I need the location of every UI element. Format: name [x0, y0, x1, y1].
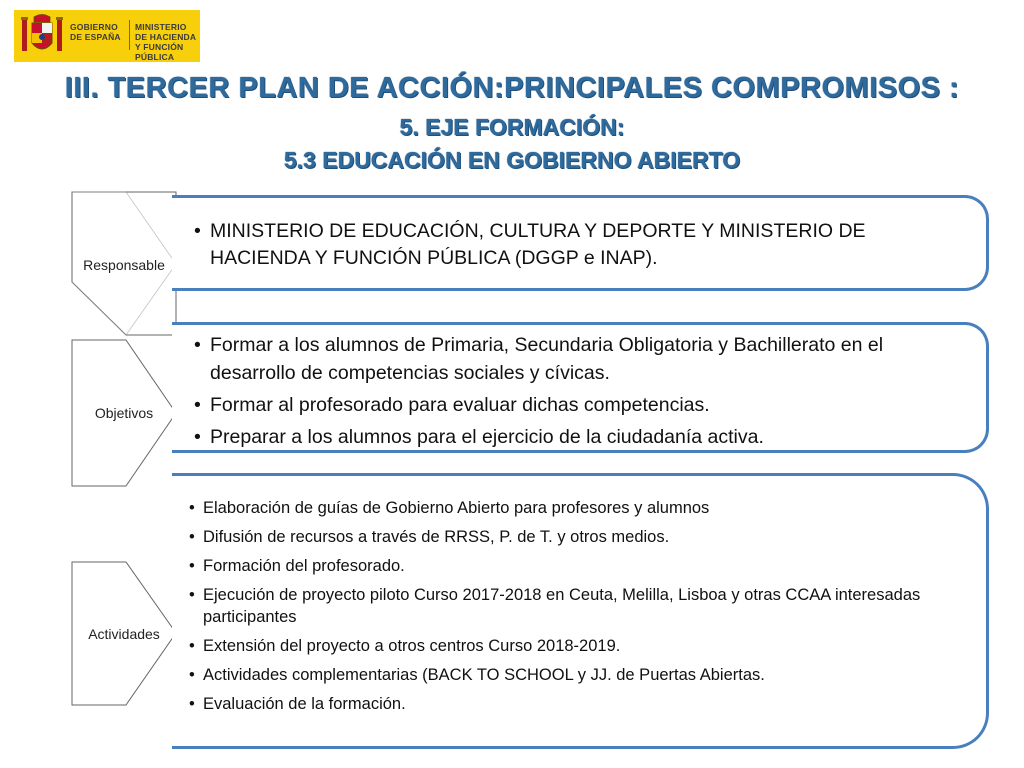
- actividades-box: [172, 473, 989, 749]
- logo-line: GOBIERNO: [70, 22, 118, 32]
- list-item: • Formar a los alumnos de Primaria, Secundaria Obligatoria y Bachillerato en el desarrollo de competencias sociales y cívicas.: [190, 331, 966, 387]
- list-item: • Extensión del proyecto a otros centros Curso 2018-2019.: [186, 636, 966, 658]
- section-label-objetivos: Objetivos: [94, 405, 154, 421]
- list-item: • Actividades complementarias (BACK TO SCHOOL y JJ. de Puertas Abiertas.: [186, 665, 966, 687]
- logo-line: DE ESPAÑA: [70, 32, 121, 42]
- logo-line: MINISTERIO: [135, 22, 187, 32]
- responsable-box: [172, 195, 989, 291]
- section-label-responsable: Responsable: [83, 257, 165, 273]
- responsable-list: [190, 218, 966, 272]
- list-item: • Elaboración de guías de Gobierno Abierto para profesores y alumnos: [186, 498, 966, 520]
- list-item: • Evaluación de la formación.: [186, 694, 966, 716]
- logo-line: Y FUNCIÓN PÚBLICA: [135, 42, 184, 62]
- list-item: • Preparar a los alumnos para el ejercicio de la ciudadanía activa.: [190, 423, 966, 451]
- list-item: • Formar al profesorado para evaluar dichas competencias.: [190, 391, 966, 419]
- actividades-list: [186, 498, 966, 715]
- list-item: • Formación del profesorado.: [186, 556, 966, 578]
- objetivos-list: [190, 331, 966, 451]
- list-item: • Ejecución de proyecto piloto Curso 2017-2018 en Ceuta, Melilla, Lisboa y otras CCAA interesadas participantes: [186, 585, 966, 628]
- slide-subtitle-topic: 5.3 EDUCACIÓN EN GOBIERNO ABIERTO: [283, 147, 741, 173]
- slide-subtitle-axis: 5. EJE FORMACIÓN:: [399, 114, 625, 140]
- objetivos-box: [172, 322, 989, 453]
- logo-line: DE HACIENDA: [135, 32, 197, 42]
- section-label-actividades: Actividades: [88, 626, 160, 642]
- slide-title: III. TERCER PLAN DE ACCIÓN:PRINCIPALES COMPROMISOS :: [64, 72, 960, 104]
- list-item: • Difusión de recursos a través de RRSS, P. de T. y otros medios.: [186, 527, 966, 549]
- list-item: • MINISTERIO DE EDUCACIÓN, CULTURA Y DEPORTE Y MINISTERIO DE HACIENDA Y FUNCIÓN PÚBLICA (DGGP e INAP).: [190, 218, 966, 272]
